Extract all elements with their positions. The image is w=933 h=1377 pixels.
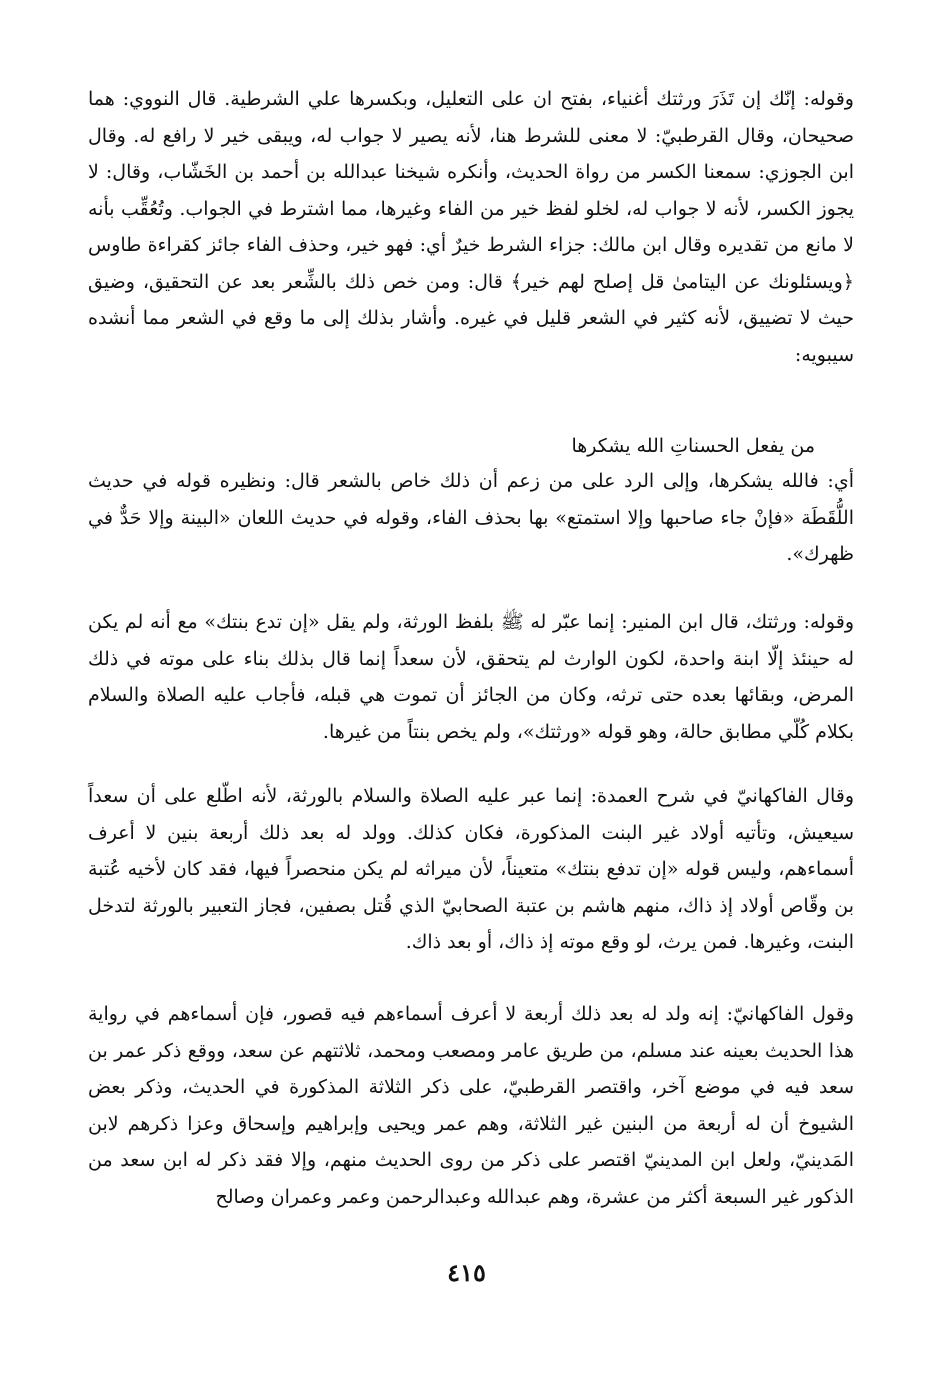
paragraph-text: وقال الفاكهانيّ في شرح العمدة: إنما عبر عليه الصلاة والسلام بالورثة، لأنه اطّلع على أن سعداً سيعيش، وتأتيه أولاد غير البنت المذكورة، فكان كذلك. وولد له بعد ذلك أربعة بنين لا أعرف أسماءهم، وليس قوله «إن تدفع بنتك» متعيناً، لأن ميراثه لم يكن منحصراً فيها، فقد كان لأخيه عُتبة بن وقّاص أولاد إذ ذاك، منهم هاشم بن عتبة الصحابيّ الذي قُتل بصفين، فجاز التعبير بالورثة لتدخل البنت، وغيرها. فمن يرث، لو وقع موته إذ ذاك، أو بعد ذاك. bbox=[88, 785, 854, 953]
page-number: ٤١٥ bbox=[447, 1258, 486, 1287]
paragraph-text: وقول الفاكهانيّ: إنه ولد له بعد ذلك أربعة لا أعرف أسماءهم فيه قصور، فإن أسماءهم في رواية هذا الحديث بعينه عند مسلم، من طريق عامر ومصعب ومحمد، ثلاثتهم عن سعد، ووقع ذكر عمر بن سعد فيه في موضع آخر، واقتصر القرطبيّ، على ذكر الثلاثة المذكورة في الحديث، وذكر بعض الشيوخ أن له أربعة من البنين غير الثلاثة، وهم عمر ويحيى وإبراهيم وإسحاق وعزا ذكرهم لابن المَدينيّ، ولعل ابن المدينيّ اقتصر على ذكر من روى الحديث منهم، وإلا فقد ذكر له ابن سعد من الذكور غير السبعة أكثر من عشرة، وهم عبدالله وعبدالرحمن وعمر وعمران وصالح bbox=[88, 1003, 854, 1208]
paragraph-3 bbox=[88, 604, 854, 750]
paragraph-4 bbox=[88, 778, 854, 961]
paragraph-text: وقوله: ورثتك، قال ابن المنير: إنما عبّر له ﷺ بلفظ الورثة، ولم يقل «إن تدع بنتك» مع أنه لم يكن له حينئذ إلّا ابنة واحدة، لكون الوارث لم يتحقق، لأن سعداً إنما قال بذلك بناء على موته في ذلك المرض، وبقائها بعده حتى ترثه، وكان من الجائز أن تموت هي قبله، فأجاب عليه الصلاة والسلام بكلام كُلّي مطابق حالة، وهو قوله «ورثتك»، ولم يخص بنتاً من غيرها. bbox=[88, 611, 854, 743]
paragraph-text: أي: فالله يشكرها، وإلى الرد على من زعم أن ذلك خاص بالشعر قال: ونظيره قوله في حديث اللُّقَطَة «فإنْ جاء صاحبها وإلا استمتع» بها بحذف الفاء، وقوله في حديث اللعان «البينة وإلا حَدٌّ في ظهرك». bbox=[88, 470, 854, 565]
paragraph-5 bbox=[88, 996, 854, 1215]
paragraph-1 bbox=[88, 81, 854, 373]
paragraph-text: وقوله: إنّك إن تَذَرَ ورثتك أغنياء، بفتح ان على التعليل، وبكسرها علي الشرطية. قال النووي: هما صحيحان، وقال القرطبيّ: لا معنى للشرط هنا، لأنه يصير لا جواب له، ويبقى خير لا رافع له. وقال ابن الجوزي: سمعنا الكسر من رواة الحديث، وأنكره شيخنا عبدالله بن أحمد بن الخَشّاب، وقال: لا يجوز الكسر، لأنه لا جواب له، لخلو لفظ خير من الفاء وغيرها، مما اشترط في الجواب. وتُعُقِّب بأنه لا مانع من تقديره وقال ابن مالك: جزاء الشرط خيرٌ أي: فهو خير، وحذف الفاء جائز كقراءة طاوس ﴿ويسئلونك عن اليتامىٰ قل إصلح لهم خير﴾ قال: ومن خص ذلك بالشِّعر بعد عن التحقيق، وضيق حيث لا تضييق، لأنه كثير في الشعر قليل في غيره. وأشار بذلك إلى ما وقع في الشعر مما أنشده سيبويه: bbox=[88, 88, 854, 366]
paragraph-2 bbox=[88, 463, 854, 573]
poetry-verse: من يفعل الحسناتِ الله يشكرها bbox=[571, 435, 815, 457]
